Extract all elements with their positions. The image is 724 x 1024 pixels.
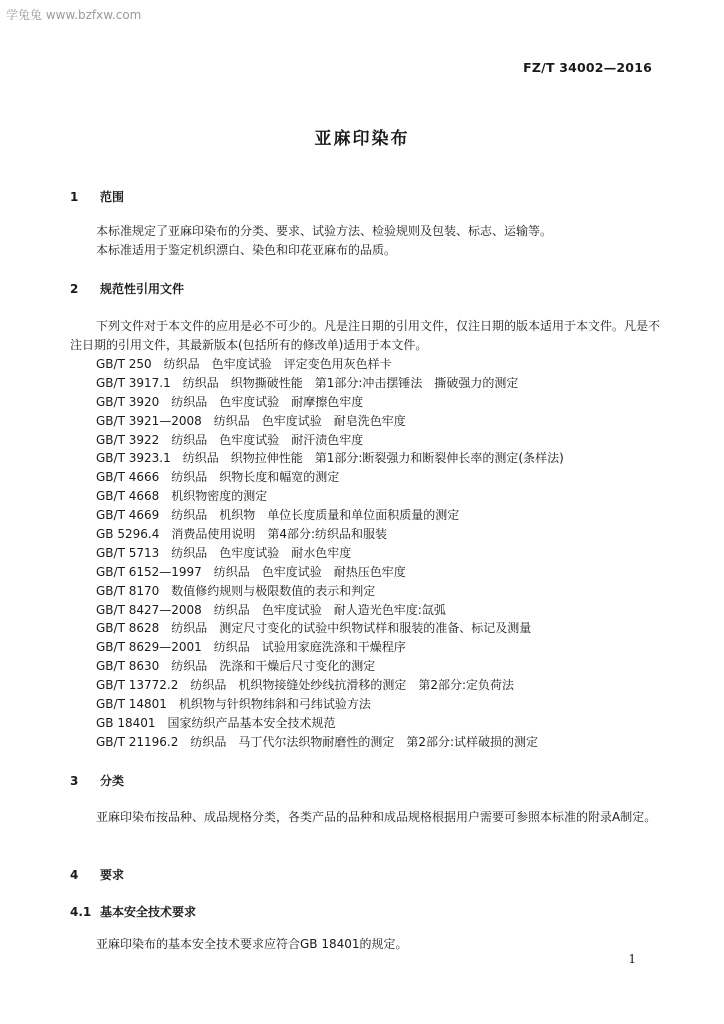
section-2-heading (70, 280, 184, 297)
reference-item: GB/T 4669 纺织品 机织物 单位长度质量和单位面积质量的测定 (96, 508, 460, 523)
section-4-1-paragraph: 亚麻印染布的基本安全技术要求应符合GB 18401的规定。 (96, 937, 408, 951)
section-title: 范围 (100, 190, 125, 204)
section-title: 要求 (100, 868, 125, 882)
watermark: 学兔兔 www.bzfxw.com (6, 8, 142, 22)
reference-item: GB/T 8628 纺织品 测定尺寸变化的试验中织物试样和服装的准备、标记及测量 (96, 621, 532, 636)
section-number: 2 (70, 282, 79, 296)
reference-item: GB/T 6152—1997 纺织品 色牢度试验 耐热压色牢度 (96, 564, 406, 579)
reference-item: GB/T 3922 纺织品 色牢度试验 耐汗渍色牢度 (96, 432, 364, 447)
reference-item: GB/T 8629—2001 纺织品 试验用家庭洗涤和干燥程序 (96, 640, 406, 655)
section-title: 分类 (100, 774, 125, 788)
section-title: 规范性引用文件 (100, 282, 185, 296)
section-number: 4 (70, 868, 79, 882)
reference-item: GB/T 3923.1 纺织品 织物拉伸性能 第1部分:断裂强力和断裂伸长率的测定(条样法) (96, 451, 564, 466)
section-number: 4.1 (70, 905, 92, 919)
reference-item: GB/T 250 纺织品 色牢度试验 评定变色用灰色样卡 (96, 357, 392, 371)
section-1-paragraph-2: 本标准适用于鉴定机织漂白、染色和印花亚麻布的品质。 (96, 243, 397, 257)
section-2-intro: 下列文件对于本文件的应用是必不可少的。凡是注日期的引用文件，仅注日期的版本适用于本文件。凡是不注日期的引用文件，其最新版本(包括所有的修改单)适用于本文件。 (70, 319, 661, 352)
section-number: 1 (70, 190, 79, 204)
section-title: 基本安全技术要求 (100, 905, 197, 919)
reference-item: GB/T 8170 数值修约规则与极限数值的表示和判定 (96, 583, 376, 598)
section-number: 3 (70, 774, 79, 788)
reference-item: GB/T 5713 纺织品 色牢度试验 耐水色牢度 (96, 545, 352, 560)
section-1-heading (70, 188, 124, 205)
reference-item: GB/T 13772.2 纺织品 机织物接缝处纱线抗滑移的测定 第2部分:定负荷法 (96, 678, 515, 693)
reference-item: GB/T 21196.2 纺织品 马丁代尔法织物耐磨性的测定 第2部分:试样破损的测定 (96, 734, 539, 749)
section-1-paragraph-1: 本标准规定了亚麻印染布的分类、要求、试验方法、检验规则及包装、标志、运输等。 (96, 224, 553, 238)
reference-item: GB/T 3920 纺织品 色牢度试验 耐摩擦色牢度 (96, 394, 364, 409)
standard-number: FZ/T 34002—2016 (523, 60, 652, 75)
reference-item: GB/T 14801 机织物与针织物纬斜和弓纬试验方法 (96, 697, 371, 712)
reference-item: GB 18401 国家纺织产品基本安全技术规范 (96, 715, 336, 730)
section-4-heading (70, 866, 124, 883)
section-3-heading (70, 772, 124, 789)
reference-item: GB/T 8630 纺织品 洗涤和干燥后尺寸变化的测定 (96, 659, 376, 674)
reference-list (96, 355, 564, 752)
reference-item: GB 5296.4 消费品使用说明 第4部分:纺织品和服装 (96, 527, 388, 542)
reference-item: GB/T 3921—2008 纺织品 色牢度试验 耐皂洗色牢度 (96, 413, 406, 428)
reference-item: GB/T 8427—2008 纺织品 色牢度试验 耐人造光色牢度:氙弧 (96, 602, 446, 617)
reference-item: GB/T 3917.1 纺织品 织物撕破性能 第1部分:冲击摆锤法 撕破强力的测定 (96, 375, 519, 390)
reference-item: GB/T 4666 纺织品 织物长度和幅宽的测定 (96, 470, 340, 485)
section-4-1-heading (70, 903, 196, 920)
reference-item: GB/T 4668 机织物密度的测定 (96, 489, 268, 504)
page-number: 1 (628, 952, 636, 966)
section-3-paragraph: 亚麻印染布按品种、成品规格分类，各类产品的品种和成品规格根据用户需要可参照本标准的附录A制定。 (96, 810, 657, 824)
document-title: 亚麻印染布 (314, 129, 410, 149)
